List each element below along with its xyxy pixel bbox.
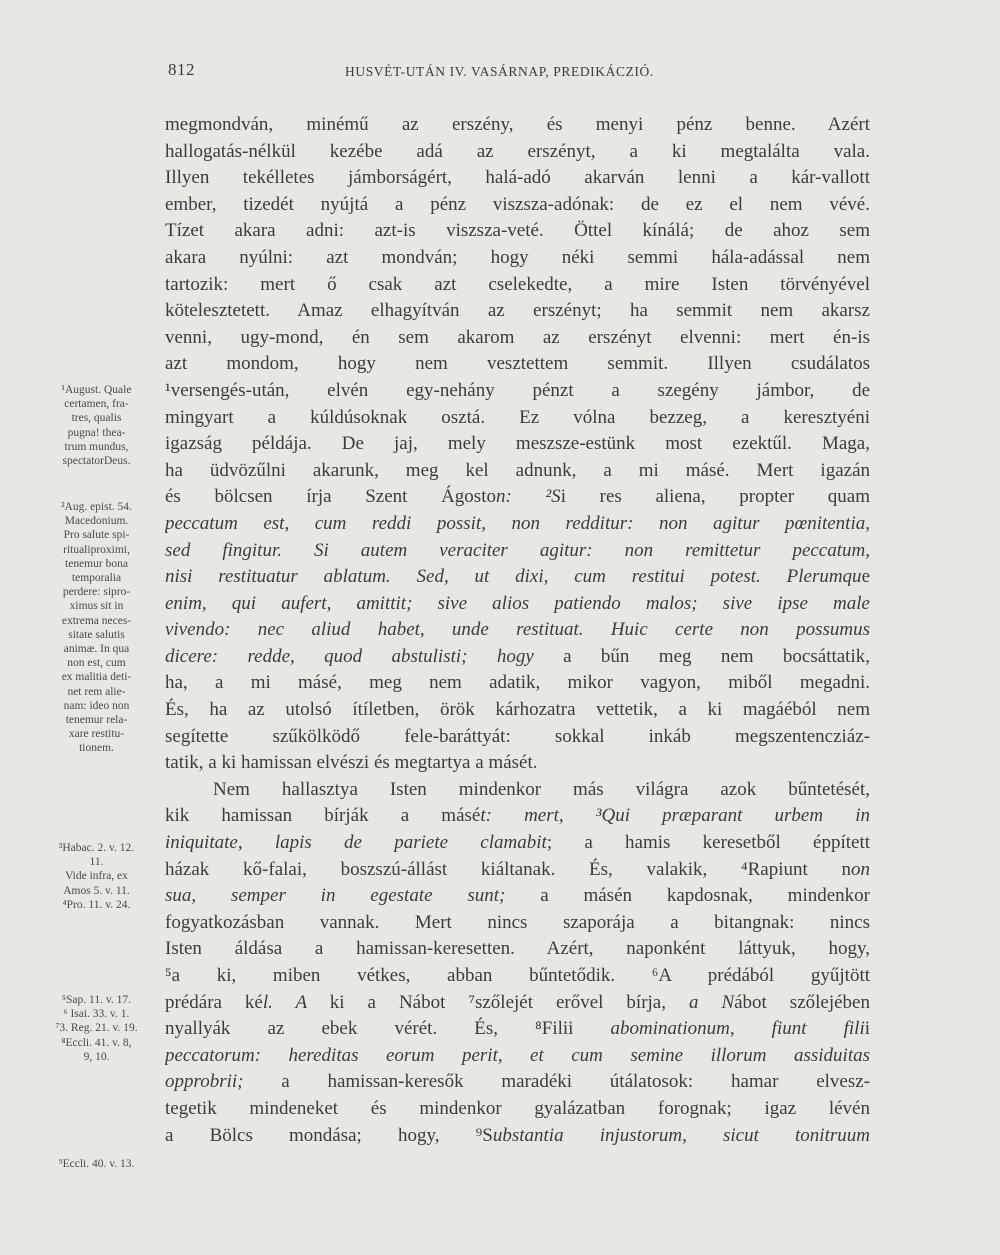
margin-note-line: spectatorDeus. <box>62 455 131 468</box>
margin-note-august <box>30 383 163 468</box>
main-text <box>165 112 870 1149</box>
margin-note-line: Macedonium. <box>64 515 129 528</box>
text-line: és bölcsen írja Szent Ágoston: ²Si res aliena, propter quam <box>165 486 870 508</box>
margin-note-line: xare restitu- <box>68 728 125 741</box>
text-line: iniquitate, lapis de pariete clamabit; a hamis keresetből éppített <box>165 832 870 854</box>
text-line: ha üdvözűlni akarunk, meg kel adnunk, a mi másé. Mert igazán <box>165 459 870 481</box>
text-line: mingyart a kúldúsoknak osztá. Ez vólna bezzeg, a keresztyéni <box>165 406 870 428</box>
margin-note-line: Pro salute spi- <box>63 529 130 542</box>
text-line: venni, ugy-mond, én sem akarom az erszényt elvenni: mert én-is <box>165 326 870 348</box>
text-line: Nem hallasztya Isten mindenkor más világra azok bűntetését, <box>213 778 870 800</box>
margin-note-wisdom-isaiah-kings-ecclesiasticus <box>30 993 163 1064</box>
margin-note-line: 9, 10. <box>83 1050 110 1063</box>
margin-note-line: non est, cum <box>67 657 126 670</box>
margin-note-line: ⁶ Isai. 33. v. 1. <box>63 1008 130 1021</box>
text-line: nisi restituatur ablatum. Sed, ut dixi, cum restitui potest. Plerumque <box>165 566 870 588</box>
margin-note-line: tionem. <box>79 742 114 755</box>
margin-note-line: tres, qualis <box>71 412 122 425</box>
margin-note-line: ³Habac. 2. v. 12. <box>58 842 135 854</box>
running-title: HUSVÉT-UTÁN IV. VASÁRNAP, PREDIKÁCZIÓ. <box>345 64 654 79</box>
margin-note-line: ⁴Pro. 11. v. 24. <box>62 898 131 911</box>
text-line: sed fingitur. Si autem veraciter agitur: non remittetur peccatum, <box>165 539 870 561</box>
margin-note-line: ¹August. Quale <box>61 384 132 396</box>
margin-note-line: ritualiproximi, <box>63 543 130 556</box>
margin-note-line: ximus sit in <box>69 600 124 613</box>
margin-note-line: Amos 5. v. 11. <box>63 884 130 897</box>
margin-note-line: net rem alie- <box>67 685 126 698</box>
text-line: opprobrii; a hamissan-keresők maradéki útálatosok: hamar elvesz- <box>165 1071 870 1093</box>
text-line: Illyen tekélletes jámborságért, halá-adó akarván lenni a kár-vallott <box>165 167 870 189</box>
text-line: peccatorum: hereditas eorum perit, et cum semine illorum assiduitas <box>165 1044 870 1066</box>
margin-note-line: trum mundus, <box>64 440 129 453</box>
page-number: 812 <box>168 60 195 79</box>
text-line: enim, qui aufert, amittit; sive alios patiendo malos; sive ipse male <box>165 592 870 614</box>
text-line: nyallyák az ebek vérét. És, ⁸Filii abominationum, fiunt filii <box>165 1018 870 1040</box>
text-line: ¹versengés-után, elvén egy-nehány pénzt a szegény jámbor, de <box>165 379 870 401</box>
margin-note-line: ⁵Sap. 11. v. 17. <box>62 994 131 1006</box>
margin-note-line: ⁹Eccli. 40. v. 13. <box>58 1158 135 1170</box>
margin-note-line: ²Aug. epist. 54. <box>61 501 132 513</box>
margin-note-augustine-epistle <box>30 500 163 756</box>
text-line: akara nyúlni: azt mondván; hogy néki semmi hála-adással nem <box>165 246 870 268</box>
text-line: tartozik: mert ő csak azt cselekedte, a mire Isten törvényével <box>165 273 870 295</box>
text-line: ⁵a ki, miben vétkes, abban bűntetődik. ⁶A prédából gyűjtött <box>165 965 870 986</box>
text-line: segítette szűkölködő fele-baráttyát: sokkal inkáb megszentencziáz- <box>165 725 870 747</box>
margin-note-line: perdere: sipro- <box>62 586 131 599</box>
text-line: sua, semper in egestate sunt; a másén kapdosnak, mindenkor <box>165 885 870 907</box>
text-line: igazság példája. De jaj, mely meszsze-estünk most ezektűl. Maga, <box>165 433 870 455</box>
margin-note-habakkuk-proverbs <box>30 841 163 912</box>
margin-note-line: pugna! thea- <box>67 426 126 439</box>
text-line: fogyatkozásban vannak. Mert nincs szaporája a bitangnak: nincs <box>165 911 870 933</box>
margin-note-line: ⁷3. Reg. 21. v. 19. <box>55 1022 138 1035</box>
text-line: ha, a mi másé, meg nem adatik, mikor vagyon, miből megadni. <box>165 672 870 694</box>
margin-note-line: temporalia <box>71 572 122 585</box>
margin-note-ecclesiasticus-40 <box>30 1157 163 1171</box>
margin-note-line: animæ. In qua <box>63 643 130 656</box>
margin-note-line: tenemur bona <box>65 557 128 570</box>
text-line: És, ha az utolsó ítíletben, örök kárhozatra vettetik, a ki magáéból nem <box>165 699 870 721</box>
text-line: prédára kél. A ki a Nábot ⁷szőlejét erővel bírja, a Nábot szőlejében <box>165 991 870 1013</box>
text-line: hallogatás-nélkül kezébe adá az erszényt, a ki megtalálta vala. <box>165 140 870 162</box>
margin-note-line: 11. <box>89 856 104 869</box>
text-line: Tízet akara adni: azt-is viszsza-veté. Öttel kínálá; de ahoz sem <box>165 220 870 242</box>
text-line: kik hamissan bírják a másét: mert, ³Qui præparant urbem in <box>165 805 870 827</box>
margin-note-line: certamen, fra- <box>64 398 129 411</box>
margin-note-line: Vide infra, ex <box>65 870 128 883</box>
margin-note-line: nam: ideo non <box>63 699 130 712</box>
text-line: házak kő-falai, boszszú-állást kiáltanak. És, valakik, ⁴Rapiunt non <box>165 858 870 880</box>
text-line: vivendo: nec aliud habet, unde restituat. Huic certe non possumus <box>165 619 870 641</box>
text-line: tegetik mindeneket és mindenkor gyalázatban forognak; igaz lévén <box>165 1097 870 1119</box>
text-line: azt mondom, hogy nem vesztettem semmit. Illyen csudálatos <box>165 353 870 375</box>
margin-note-line: sitate salutis <box>68 628 125 641</box>
text-line: peccatum est, cum reddi possit, non redditur: non agitur pœnitentia, <box>165 512 870 534</box>
margin-note-line: ⁸Eccli. 41. v. 8, <box>61 1036 132 1049</box>
margin-note-line: tenemur rela- <box>65 714 128 727</box>
text-line: kötelesztetett. Amaz elhagyítván az erszényt; ha semmit nem akarsz <box>165 300 870 322</box>
text-line: ember, tizedét nyújtá a pénz viszsza-adónak: de ez el nem vévé. <box>165 193 870 215</box>
text-line: Isten áldása a hamissan-keresetten. Azért, naponként láttyuk, hogy, <box>165 938 870 960</box>
margin-note-line: ex malitia deti- <box>61 671 132 684</box>
text-line: dicere: redde, quod abstulisti; hogy a bűn meg nem bocsáttatik, <box>165 645 870 667</box>
text-line: tatik, a ki hamissan elvészi és megtartya a másét. <box>165 752 538 774</box>
margin-note-line: extrema neces- <box>61 614 132 627</box>
text-line: megmondván, minémű az erszény, és menyi pénz benne. Azért <box>165 114 870 135</box>
text-line: a Bölcs mondása; hogy, ⁹Substantia injustorum, sicut tonitruum <box>165 1124 870 1146</box>
